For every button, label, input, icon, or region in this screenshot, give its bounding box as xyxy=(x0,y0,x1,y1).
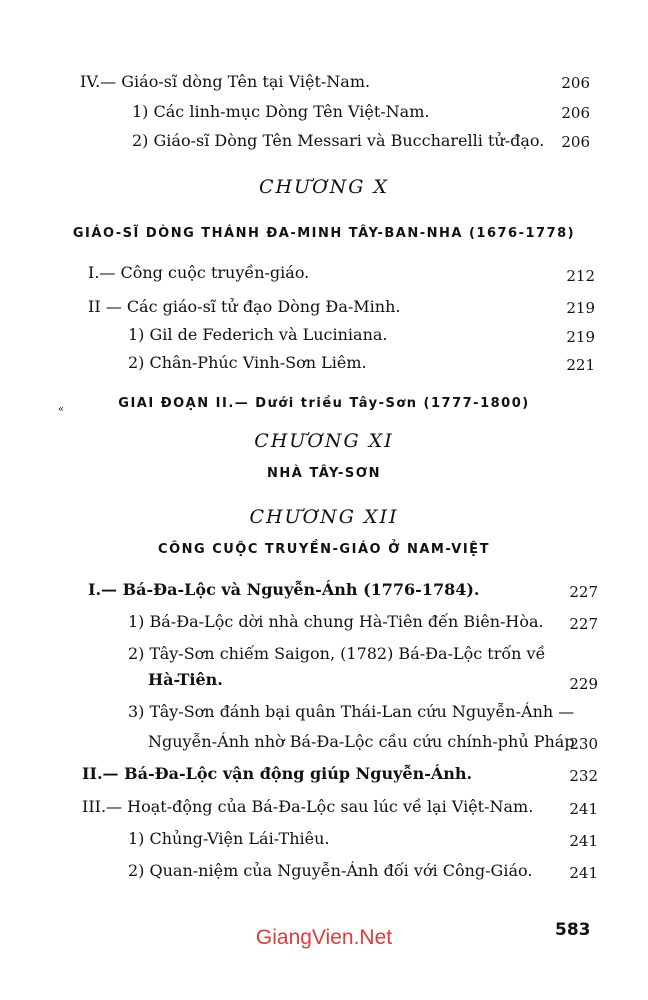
page-ref: 219 xyxy=(566,299,595,317)
toc-entry-iv: IV.— Giáo-sĩ dòng Tên tại Việt-Nam. xyxy=(80,72,371,91)
toc-entry-xii-i-3-cont: Nguyễn-Ánh nhờ Bá-Đa-Lộc cầu cứu chính-phủ Pháp xyxy=(148,732,575,751)
page-ref: 227 xyxy=(569,583,598,601)
toc-entry-x-i: I.— Công cuộc truyền-giáo. xyxy=(88,263,310,282)
period-heading: GIAI ĐOẠN II.— Dưới triều Tây-Sơn (1777-1800) xyxy=(118,396,530,411)
page-ref: 206 xyxy=(561,104,590,122)
chapter-title: GIÁO-SĨ DÒNG THÁNH ĐA-MINH TÂY-BAN-NHA (1676-1778) xyxy=(72,226,576,241)
page-ref: 229 xyxy=(569,675,598,693)
chapter-title: CÔNG CUỘC TRUYỀN-GIÁO Ở NAM-VIỆT xyxy=(158,542,490,557)
toc-entry-xii-i-2-cont: Hà-Tiên. xyxy=(148,670,223,689)
chapter-title: NHÀ TÂY-SƠN xyxy=(266,466,382,481)
page-ref: 241 xyxy=(569,800,598,818)
chapter-heading: CHƯƠNG XI xyxy=(254,430,394,452)
watermark-text: GiangVien.Net xyxy=(255,926,393,949)
toc-entry-xii-iii: III.— Hoạt-động của Bá-Đa-Lộc sau lúc về lại Việt-Nam. xyxy=(82,797,534,816)
margin-mark: « xyxy=(58,404,65,415)
page-ref: 206 xyxy=(561,133,590,151)
toc-entry-iv-1: 1) Các linh-mục Dòng Tên Việt-Nam. xyxy=(132,102,430,121)
page-ref: 206 xyxy=(561,74,590,92)
page-ref: 219 xyxy=(566,328,595,346)
page-ref: 212 xyxy=(566,267,595,285)
toc-entry-xii-iii-1: 1) Chủng-Viện Lái-Thiêu. xyxy=(128,829,330,848)
page-ref: 230 xyxy=(569,735,598,753)
toc-entry-iv-2: 2) Giáo-sĩ Dòng Tên Messari và Buccharelli tử-đạo. xyxy=(132,131,545,150)
toc-entry-xii-i: I.— Bá-Đa-Lộc và Nguyễn-Ánh (1776-1784). xyxy=(88,580,480,599)
page-ref: 232 xyxy=(569,767,598,785)
chapter-heading: CHƯƠNG X xyxy=(258,176,390,198)
toc-entry-xii-ii: II.— Bá-Đa-Lộc vận động giúp Nguyễn-Ánh. xyxy=(82,764,473,783)
chapter-heading: CHƯƠNG XII xyxy=(249,506,399,528)
page-ref: 227 xyxy=(569,615,598,633)
toc-entry-x-ii-1: 1) Gil de Federich và Luciniana. xyxy=(128,325,388,344)
page-ref: 221 xyxy=(566,356,595,374)
toc-entry-xii-i-1: 1) Bá-Đa-Lộc dời nhà chung Hà-Tiên đến Biên-Hòa. xyxy=(128,612,544,631)
toc-entry-xii-i-3: 3) Tây-Sơn đánh bại quân Thái-Lan cứu Nguyễn-Ánh — xyxy=(128,702,575,721)
toc-entry-x-ii-2: 2) Chân-Phúc Vinh-Sơn Liêm. xyxy=(128,353,367,372)
page-ref: 241 xyxy=(569,864,598,882)
toc-entry-xii-i-2: 2) Tây-Sơn chiếm Saigon, (1782) Bá-Đa-Lộc trốn về xyxy=(128,644,546,663)
toc-entry-x-ii: II — Các giáo-sĩ tử đạo Dòng Đa-Minh. xyxy=(88,297,401,316)
toc-entry-xii-iii-2: 2) Quan-niệm của Nguyễn-Ánh đối với Công-Giáo. xyxy=(128,861,533,880)
page-number: 583 xyxy=(555,920,591,940)
page-ref: 241 xyxy=(569,832,598,850)
